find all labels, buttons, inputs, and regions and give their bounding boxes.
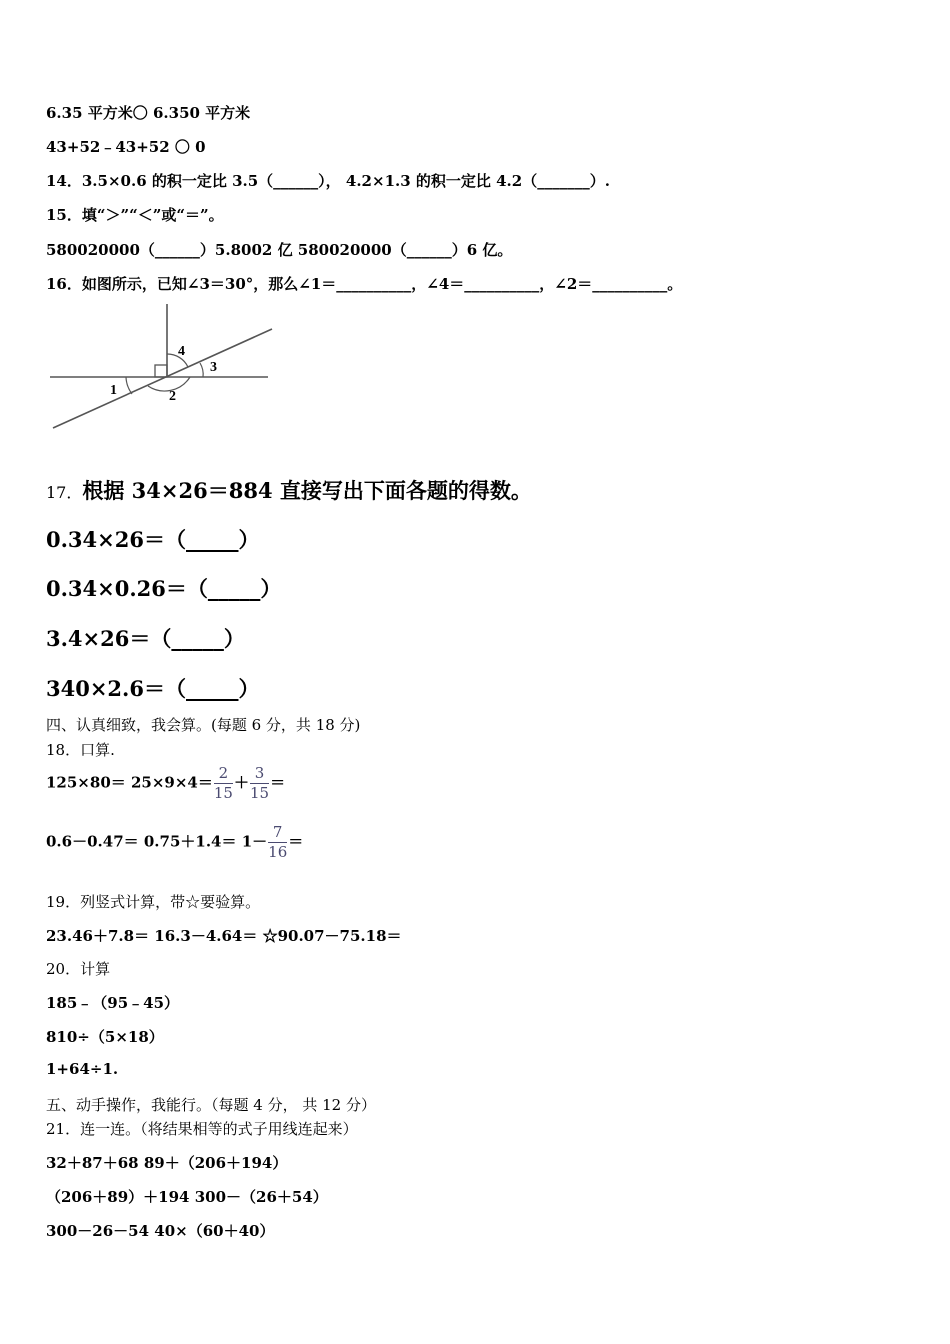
compare-sum-line: 43+52﹣43+52 〇 0 xyxy=(46,138,206,156)
question-20-a: 185﹣（95﹣45） xyxy=(46,994,180,1012)
question-19: 19．列竖式计算，带☆要验算。 xyxy=(46,893,261,911)
fraction-7-16: $\frac{7}{16}$ xyxy=(268,823,288,861)
question-20-b: 810÷（5×18） xyxy=(46,1028,164,1046)
question-17 xyxy=(46,475,532,505)
angle-label-4: 4 xyxy=(178,344,185,359)
angle-label-2: 2 xyxy=(169,389,176,404)
angle-3-arc xyxy=(200,363,203,377)
question-20: 20．计算 xyxy=(46,960,111,978)
question-21-row-a: 32＋87＋68 89＋（206＋194） xyxy=(46,1154,288,1172)
section-5-heading: 五、动手操作，我能行。（每题 4 分， 共 12 分） xyxy=(46,1096,376,1114)
question-15-items: 580020000（______）5.8002 亿 580020000（______）6 亿。 xyxy=(46,241,513,259)
plus-sign: ＋ xyxy=(233,773,249,792)
question-21: 21．连一连。（将结果相等的式子用线连起来） xyxy=(46,1120,358,1138)
equals-sign: ＝ xyxy=(288,832,304,851)
question-19-items: 23.46＋7.8＝ 16.3－4.64＝ ☆90.07－75.18＝ xyxy=(46,927,402,945)
fraction-3-15: $\frac{3}{15}$ xyxy=(249,764,270,802)
question-21-row-c: 300－26－54 40×（60＋40） xyxy=(46,1222,275,1240)
section-4-heading: 四、认真细致，我会算。(每题 6 分，共 18 分) xyxy=(46,716,361,734)
question-18-row-b xyxy=(46,825,303,860)
question-17-d: 340×2.6＝（_____） xyxy=(46,676,260,701)
row-b-expressions: 0.6－0.47＝ 0.75＋1.4＝ 1－ xyxy=(46,832,268,851)
question-15: 15．填“＞”“＜”或“＝”。 xyxy=(46,206,224,224)
right-angle-mark xyxy=(155,365,167,377)
angle-1-arc xyxy=(126,377,132,394)
fraction-2-15: $\frac{2}{15}$ xyxy=(213,764,233,802)
oblique-line xyxy=(53,329,272,428)
question-17-a: 0.34×26＝（_____） xyxy=(46,527,260,552)
angle-figure xyxy=(48,302,278,432)
question-16: 16．如图所示，已知∠3＝30°，那么∠1＝__________，∠4＝__________，∠2＝__________。 xyxy=(46,275,683,293)
question-17-text: 根据 34×26＝884 直接写出下面各题的得数。 xyxy=(82,478,532,503)
question-18-row-a xyxy=(46,766,285,801)
question-20-c: 1+64÷1. xyxy=(46,1060,119,1078)
angle-label-1: 1 xyxy=(110,383,117,398)
question-17-c: 3.4×26＝（_____） xyxy=(46,626,245,651)
question-21-row-b: （206＋89）＋194 300－（26＋54） xyxy=(46,1188,328,1206)
row-a-expressions: 125×80＝ 25×9×4＝ xyxy=(46,773,213,792)
question-17-b: 0.34×0.26＝（_____） xyxy=(46,576,282,601)
question-18: 18．口算. xyxy=(46,741,115,759)
compare-area-line: 6.35 平方米〇 6.350 平方米 xyxy=(46,104,251,122)
angle-label-3: 3 xyxy=(210,360,217,375)
equals-sign: ＝ xyxy=(270,773,286,792)
question-17-number: 17． xyxy=(46,483,83,502)
question-14: 14．3.5×0.6 的积一定比 3.5（______）， 4.2×1.3 的积一定比 4.2（_______）. xyxy=(46,172,610,190)
